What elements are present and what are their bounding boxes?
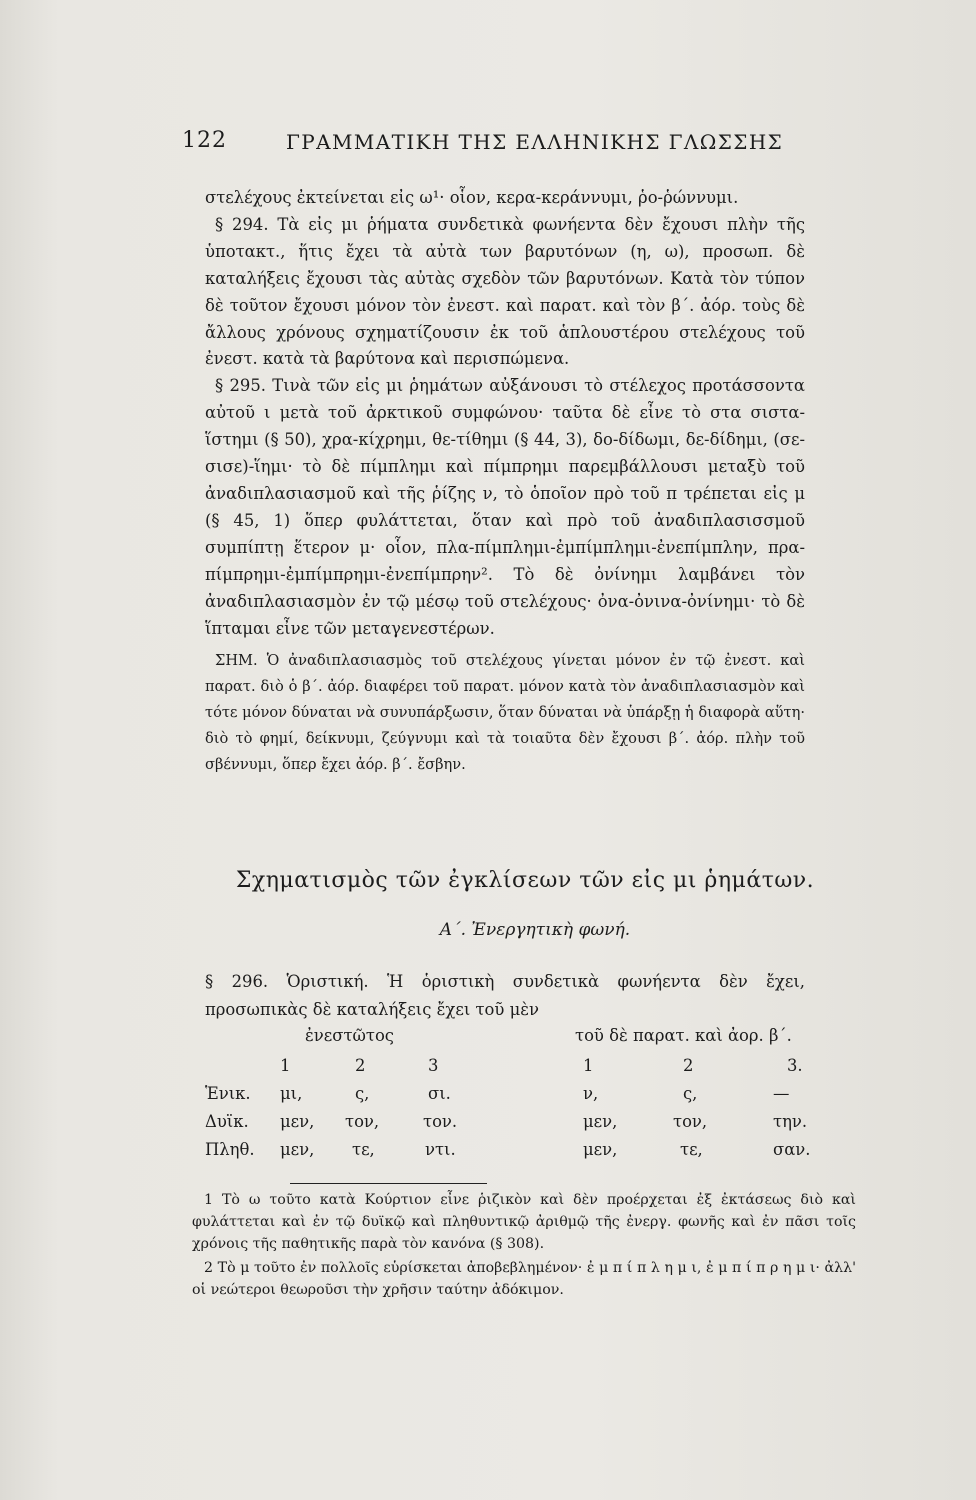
table-cell: τε, xyxy=(352,1140,375,1159)
table-cell: ν, xyxy=(583,1084,599,1103)
table-cell: μεν, xyxy=(280,1140,315,1159)
table-num: 3. xyxy=(787,1056,803,1075)
table-cell: μεν, xyxy=(583,1140,618,1159)
table-group-past: τοῦ δὲ παρατ. καὶ ἀορ. β΄. xyxy=(575,1026,792,1045)
paragraph-295: § 295. Τινὰ τῶν εἰς μι ῥημάτων αὐξάνουσι τὸ στέλεχος προτάσσοντα αὐτοῦ ι μετὰ τοῦ ἀρκτικοῦ συμφώνου· ταῦτα δὲ εἶνε τὸ στα σιστα-ἵστημι (§ 50), χρα-κίχρημι, θε-τίθημι (§ 44, 3), δο-δίδωμι, δε-δίδημι, (σε-σισε)-ἵημι· τὸ δὲ πίμπλημι καὶ πίμπρημι παρεμβάλλουσι μεταξὺ τοῦ ἀναδιπλασιασμοῦ καὶ τῆς ῥίζης ν, τὸ ὁποῖον πρὸ τοῦ π τρέπεται εἰς μ (§ 45, 1) ὅπερ φυλάττεται, ὅταν καὶ πρὸ τοῦ ἀναδιπλασισσμοῦ συμπίπτῃ ἕτερον μ· οἷον, πλα-πίμπλημι-ἐμπίμπλημι-ἐνεπίμπλην, πρα-πίμπρημι-ἐμπίμπρημι-ἐνεπίμπρην². Τὸ δὲ ὀνίνημι λαμβάνει τὸν ἀναδιπλασιασμὸν ἐν τῷ μέσῳ τοῦ στελέχους· ὀνα-ὀνινα-ὀνίνημι· τὸ δὲ ἵπταμαι εἶνε τῶν μεταγενεστέρων. xyxy=(205,376,805,638)
footnotes xyxy=(192,1190,856,1305)
footnote-2: 2 Τὸ μ τοῦτο ἐν πολλοῖς εὑρίσκεται ἀποβεβλημένον· ἐ μ π ί π λ η μ ι, ἐ μ π ί π ρ η μ ι· ἀλλ' οἱ νεώτεροι θεωροῦσι τὴν χρῆσιν ταύτην ἀδόκιμον. xyxy=(192,1260,856,1299)
table-cell: την. xyxy=(773,1112,808,1131)
remark-note: ΣΗΜ. Ὁ ἀναδιπλασιασμὸς τοῦ στελέχους γίνεται μόνον ἐν τῷ ἐνεστ. καὶ παρατ. διὸ ὁ β΄. ἀόρ. διαφέρει τοῦ παρατ. μόνον κατὰ τὸν ἀναδιπλασιασμὸν καὶ τότε μόνον δύναται νὰ συνυπάρξωσιν, ὅταν δύναται νὰ ὑπάρξῃ ἡ διαφορὰ αὕτη· διὸ τὸ φημί, δείκνυμι, ζεύγνυμι καὶ τὰ τοιαῦτα δὲν ἔχουσι β΄. ἀόρ. πλὴν τοῦ σβέννυμι, ὅπερ ἔχει ἀόρ. β΄. ἔσβην. xyxy=(205,652,805,774)
table-group-present: ἐνεστῶτος xyxy=(305,1026,394,1045)
conjugation-table xyxy=(205,1026,825,1166)
running-title: ΓΡΑΜΜΑΤΙΚΗ ΤΗΣ ΕΛΛΗΝΙΚΗΣ ΓΛΩΣΣΗΣ xyxy=(286,130,784,154)
page-number: 122 xyxy=(182,128,227,153)
table-row-label: Δυϊκ. xyxy=(205,1112,249,1131)
table-cell: ς, xyxy=(683,1084,698,1103)
table-row-label: Ἑνικ. xyxy=(205,1084,251,1103)
paragraph-294: § 294. Τὰ εἰς μι ῥήματα συνδετικὰ φωνήεντα δὲν ἔχουσι πλὴν τῆς ὑποτακτ., ἥτις ἔχει τὰ αὐτὰ των βαρυτόνων (η, ω), προσωπ. δὲ καταλήξεις ἔχουσι τὰς αὐτὰς σχεδὸν τῶν βαρυτόνων. Κατὰ τὸν τύπον δὲ τοῦτον ἔχουσι μόνον τὸν ἐνεστ. καὶ παρατ. καὶ τὸν β΄. ἀόρ. τοὺς δὲ ἄλλους χρόνους σχηματίζουσιν ἐκ τοῦ ἁπλουστέρου στελέχους τοῦ ἐνεστ. κατὰ τὰ βαρύτονα καὶ περισπώμενα. xyxy=(205,214,805,369)
table-row-label: Πληθ. xyxy=(205,1140,255,1159)
table-cell: τε, xyxy=(680,1140,703,1159)
table-cell: μι, xyxy=(280,1084,303,1103)
footnote-1: 1 Τὸ ω τοῦτο κατὰ Κούρτιον εἶνε ῥιζικὸν καὶ δὲν προέρχεται ἐξ ἐκτάσεως διὸ καὶ φυλάττεται καὶ ἐν τῷ δυϊκῷ καὶ πληθυντικῷ ἀριθμῷ τῆς ἐνεργ. φωνῆς καὶ ἐν πᾶσι τοῖς χρόνοις τῆς παθητικῆς παρὰ τὸν κανόνα (§ 308). xyxy=(192,1192,856,1252)
table-cell: σαν. xyxy=(773,1140,811,1159)
section-subheading: Α΄. Ἐνεργητικὴ φωνή. xyxy=(439,920,631,940)
table-num: 2 xyxy=(683,1056,694,1075)
footnote-divider xyxy=(290,1183,487,1184)
table-cell: ς, xyxy=(355,1084,370,1103)
table-num: 3 xyxy=(428,1056,439,1075)
table-num: 1 xyxy=(280,1056,291,1075)
table-cell: τον. xyxy=(423,1112,458,1131)
paragraph-296: § 296. Ὁριστική. Ἡ ὁριστικὴ συνδετικὰ φωνήεντα δὲν ἔχει, προσωπικὰς δὲ καταλήξεις ἔχει τοῦ μὲν xyxy=(205,972,805,1019)
table-num: 2 xyxy=(355,1056,366,1075)
table-cell: τον, xyxy=(673,1112,708,1131)
table-cell: — xyxy=(773,1084,790,1103)
table-cell: μεν, xyxy=(583,1112,618,1131)
table-cell: τον, xyxy=(345,1112,380,1131)
paragraph-continuation: στελέχους ἐκτείνεται εἰς ω¹· οἷον, κερα-κεράννυμι, ῥο-ῥώννυμι. xyxy=(205,188,739,207)
table-num: 1 xyxy=(583,1056,594,1075)
table-cell: σι. xyxy=(428,1084,451,1103)
main-text xyxy=(205,185,805,778)
table-cell: μεν, xyxy=(280,1112,315,1131)
section-heading: Σχηματισμὸς τῶν ἐγκλίσεων τῶν εἰς μι ῥημάτων. xyxy=(235,868,815,893)
table-cell: ντι. xyxy=(425,1140,456,1159)
